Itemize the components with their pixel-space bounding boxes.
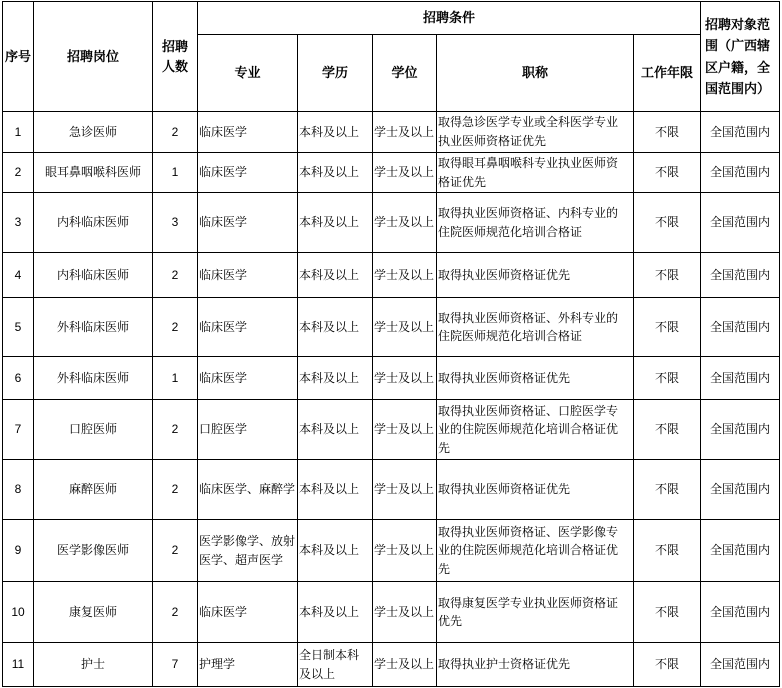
header-degree: 学位	[373, 35, 437, 112]
recruitment-table	[2, 1, 780, 687]
cell-scope: 全国范围内	[701, 253, 780, 298]
cell-position: 麻醉医师	[34, 460, 153, 520]
cell-position: 内科临床医师	[34, 253, 153, 298]
cell-major: 临床医学	[198, 253, 298, 298]
cell-count: 1	[153, 357, 198, 400]
cell-title: 取得执业医师资格证、外科专业的住院医师规范化培训合格证	[437, 298, 634, 357]
table-row	[3, 193, 780, 253]
cell-title: 取得执业医师资格证、口腔医学专业的住院医师规范化培训合格证优先	[437, 400, 634, 460]
cell-count: 2	[153, 400, 198, 460]
cell-position: 眼耳鼻咽喉科医师	[34, 153, 153, 193]
cell-education: 本科及以上	[298, 298, 373, 357]
table-row	[3, 357, 780, 400]
cell-education: 本科及以上	[298, 582, 373, 643]
cell-position: 外科临床医师	[34, 357, 153, 400]
cell-position: 急诊医师	[34, 112, 153, 153]
header-count: 招聘人数	[153, 2, 198, 112]
cell-major: 临床医学、麻醉学	[198, 460, 298, 520]
header-education: 学历	[298, 35, 373, 112]
cell-scope: 全国范围内	[701, 193, 780, 253]
cell-major: 临床医学	[198, 298, 298, 357]
cell-degree: 学士及以上	[373, 520, 437, 582]
table-row	[3, 153, 780, 193]
cell-education: 本科及以上	[298, 112, 373, 153]
cell-years: 不限	[634, 357, 701, 400]
header-conditions: 招聘条件	[198, 2, 701, 35]
cell-title: 取得眼耳鼻咽喉科专业执业医师资格证优先	[437, 153, 634, 193]
cell-degree: 学士及以上	[373, 643, 437, 687]
cell-degree: 学士及以上	[373, 582, 437, 643]
cell-no: 9	[3, 520, 34, 582]
header-title: 职称	[437, 35, 634, 112]
cell-title: 取得康复医学专业执业医师资格证优先	[437, 582, 634, 643]
cell-years: 不限	[634, 153, 701, 193]
cell-education: 本科及以上	[298, 520, 373, 582]
cell-degree: 学士及以上	[373, 298, 437, 357]
table-body	[3, 112, 780, 687]
cell-years: 不限	[634, 400, 701, 460]
header-row-top	[3, 2, 780, 35]
cell-education: 本科及以上	[298, 253, 373, 298]
cell-years: 不限	[634, 112, 701, 153]
cell-degree: 学士及以上	[373, 193, 437, 253]
cell-no: 6	[3, 357, 34, 400]
cell-no: 1	[3, 112, 34, 153]
cell-position: 康复医师	[34, 582, 153, 643]
cell-major: 临床医学	[198, 357, 298, 400]
cell-title: 取得执业医师资格证优先	[437, 460, 634, 520]
cell-degree: 学士及以上	[373, 460, 437, 520]
table-row	[3, 643, 780, 687]
cell-count: 2	[153, 460, 198, 520]
cell-major: 医学影像学、放射医学、超声医学	[198, 520, 298, 582]
cell-major: 临床医学	[198, 153, 298, 193]
cell-years: 不限	[634, 193, 701, 253]
header-years: 工作年限	[634, 35, 701, 112]
cell-no: 7	[3, 400, 34, 460]
cell-count: 7	[153, 643, 198, 687]
table-row	[3, 400, 780, 460]
cell-education: 本科及以上	[298, 193, 373, 253]
cell-no: 8	[3, 460, 34, 520]
cell-major: 临床医学	[198, 112, 298, 153]
cell-years: 不限	[634, 298, 701, 357]
header-position: 招聘岗位	[34, 2, 153, 112]
table-row	[3, 112, 780, 153]
cell-scope: 全国范围内	[701, 153, 780, 193]
cell-education: 全日制本科及以上	[298, 643, 373, 687]
cell-years: 不限	[634, 582, 701, 643]
cell-no: 2	[3, 153, 34, 193]
cell-major: 临床医学	[198, 582, 298, 643]
cell-degree: 学士及以上	[373, 253, 437, 298]
cell-years: 不限	[634, 520, 701, 582]
cell-degree: 学士及以上	[373, 112, 437, 153]
cell-degree: 学士及以上	[373, 153, 437, 193]
table-row	[3, 520, 780, 582]
cell-title: 取得急诊医学专业或全科医学专业执业医师资格证优先	[437, 112, 634, 153]
cell-position: 内科临床医师	[34, 193, 153, 253]
cell-scope: 全国范围内	[701, 298, 780, 357]
cell-position: 外科临床医师	[34, 298, 153, 357]
cell-major: 护理学	[198, 643, 298, 687]
cell-scope: 全国范围内	[701, 112, 780, 153]
cell-years: 不限	[634, 253, 701, 298]
cell-count: 3	[153, 193, 198, 253]
cell-count: 2	[153, 112, 198, 153]
cell-scope: 全国范围内	[701, 460, 780, 520]
cell-degree: 学士及以上	[373, 357, 437, 400]
header-scope: 招聘对象范围（广西辖区户籍，全国范围内）	[701, 2, 780, 112]
cell-education: 本科及以上	[298, 153, 373, 193]
cell-title: 取得执业医师资格证优先	[437, 253, 634, 298]
cell-count: 2	[153, 520, 198, 582]
table-row	[3, 460, 780, 520]
table-row	[3, 253, 780, 298]
cell-position: 医学影像医师	[34, 520, 153, 582]
cell-major: 临床医学	[198, 193, 298, 253]
header-major: 专业	[198, 35, 298, 112]
cell-scope: 全国范围内	[701, 357, 780, 400]
cell-major: 口腔医学	[198, 400, 298, 460]
header-no: 序号	[3, 2, 34, 112]
cell-position: 口腔医师	[34, 400, 153, 460]
cell-no: 3	[3, 193, 34, 253]
cell-scope: 全国范围内	[701, 582, 780, 643]
cell-title: 取得执业医师资格证、医学影像专业的住院医师规范化培训合格证优先	[437, 520, 634, 582]
cell-count: 2	[153, 582, 198, 643]
cell-no: 4	[3, 253, 34, 298]
cell-no: 10	[3, 582, 34, 643]
cell-count: 2	[153, 298, 198, 357]
cell-education: 本科及以上	[298, 400, 373, 460]
cell-years: 不限	[634, 643, 701, 687]
cell-degree: 学士及以上	[373, 400, 437, 460]
cell-education: 本科及以上	[298, 357, 373, 400]
cell-position: 护士	[34, 643, 153, 687]
cell-no: 11	[3, 643, 34, 687]
cell-title: 取得执业护士资格证优先	[437, 643, 634, 687]
cell-count: 2	[153, 253, 198, 298]
cell-count: 1	[153, 153, 198, 193]
cell-scope: 全国范围内	[701, 400, 780, 460]
table-row	[3, 582, 780, 643]
cell-scope: 全国范围内	[701, 520, 780, 582]
cell-title: 取得执业医师资格证优先	[437, 357, 634, 400]
table-header	[3, 2, 780, 112]
cell-title: 取得执业医师资格证、内科专业的住院医师规范化培训合格证	[437, 193, 634, 253]
table-row	[3, 298, 780, 357]
cell-education: 本科及以上	[298, 460, 373, 520]
cell-no: 5	[3, 298, 34, 357]
cell-years: 不限	[634, 460, 701, 520]
cell-scope: 全国范围内	[701, 643, 780, 687]
